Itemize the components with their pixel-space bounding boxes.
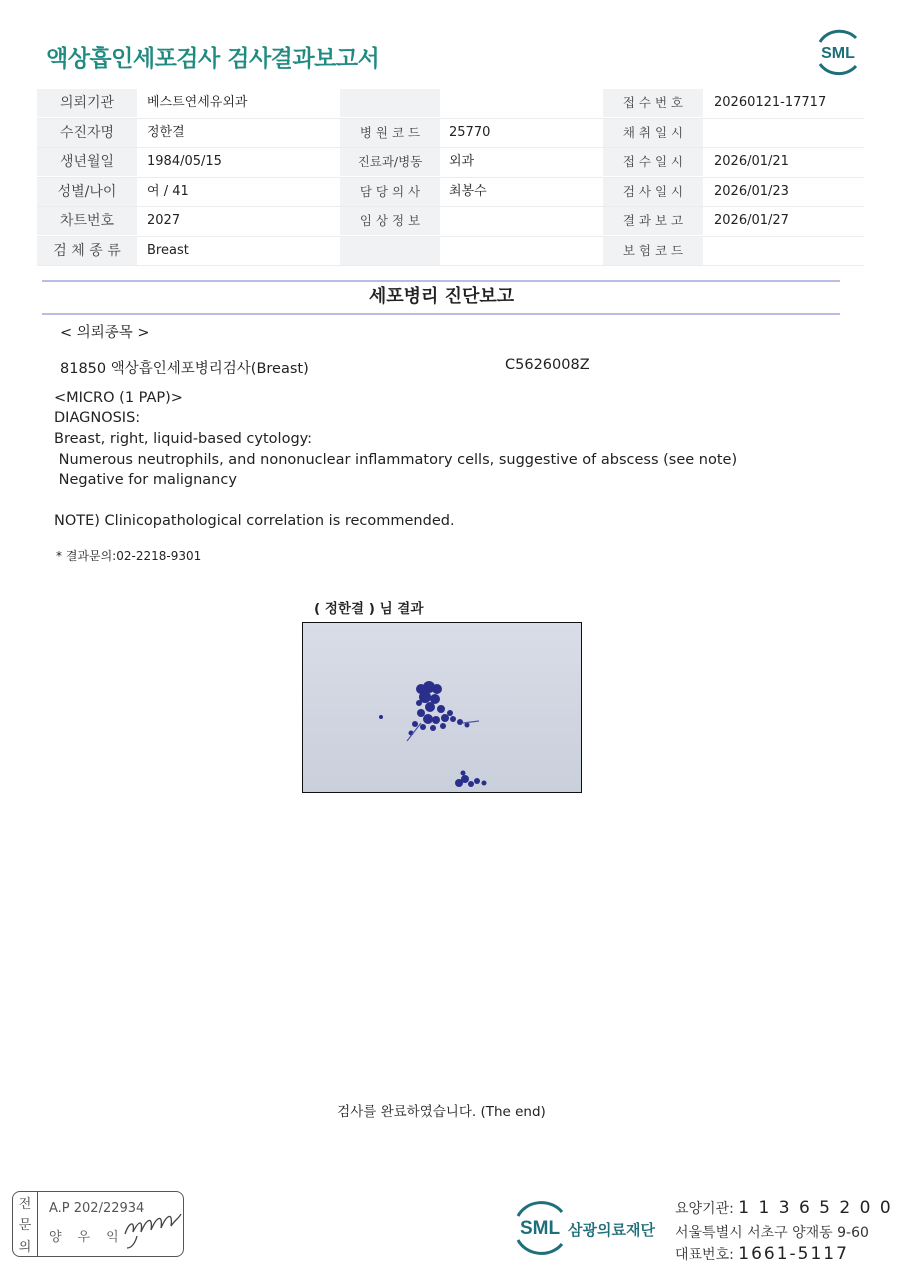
report-title: 액상흡인세포검사 검사결과보고서 — [46, 46, 380, 72]
info-value: 25770 — [449, 124, 491, 140]
stamp-char: 문 — [18, 1218, 32, 1234]
order-item: 81850 액상흡인세포병리검사(Breast) — [60, 361, 309, 377]
info-label: 수진자명 — [37, 119, 137, 147]
micro-label: <MICRO (1 PAP)> — [54, 390, 183, 406]
phone-line — [675, 1244, 849, 1264]
stamp-side-label — [13, 1192, 38, 1256]
info-value: 정한결 — [147, 124, 185, 140]
info-value: 최봉수 — [449, 183, 487, 199]
sml-logo-text: SML — [821, 45, 855, 62]
foundation-name: 삼광의료재단 — [568, 1221, 655, 1239]
stamp-code: A.P 202/22934 — [49, 1201, 145, 1216]
info-value: 1984/05/15 — [147, 154, 222, 169]
info-value: Breast — [147, 242, 189, 258]
info-value — [449, 237, 599, 265]
info-value — [449, 207, 599, 235]
stamp-char: 전 — [18, 1197, 32, 1213]
info-value: 2026/01/27 — [714, 213, 789, 228]
institution-label: 요양기관: — [675, 1201, 734, 1217]
order-heading: < 의뢰종목 > — [60, 325, 150, 341]
info-row — [37, 237, 864, 267]
pathologist-stamp — [12, 1191, 184, 1257]
info-label: 담 당 의 사 — [340, 178, 440, 206]
section-bottom-line — [42, 313, 840, 315]
sml-footer-logo-text: SML — [519, 1218, 561, 1239]
sml-logo-icon — [812, 28, 864, 76]
info-value — [714, 119, 864, 147]
info-value: 2026/01/23 — [714, 183, 789, 199]
info-label: 차트번호 — [37, 207, 137, 235]
info-label: 접 수 번 호 — [603, 89, 703, 117]
info-label: 보 험 코 드 — [603, 237, 703, 265]
phone-label: 대표번호: — [675, 1247, 734, 1263]
sml-footer-logo-icon — [510, 1198, 570, 1256]
info-label — [340, 237, 440, 265]
info-label: 접 수 일 시 — [603, 148, 703, 176]
info-label: 결 과 보 고 — [603, 207, 703, 235]
info-label: 의뢰기관 — [37, 89, 137, 117]
info-value: 2026/01/21 — [714, 154, 789, 169]
diagnosis-label: DIAGNOSIS: — [54, 410, 141, 426]
institution-number-line — [675, 1198, 893, 1218]
info-row — [37, 119, 864, 149]
info-row — [37, 178, 864, 208]
info-value: 여 / 41 — [147, 183, 189, 199]
info-value: 외과 — [449, 154, 475, 169]
info-value: 베스트연세유외과 — [147, 95, 248, 110]
address: 서울특별시 서초구 양재동 9-60 — [675, 1225, 869, 1241]
stamp-char: 의 — [18, 1239, 32, 1255]
diagnosis-site: Breast, right, liquid-based cytology: — [54, 431, 313, 447]
diagnosis-line-2: Negative for malignancy — [54, 472, 237, 488]
info-row — [37, 207, 864, 237]
patient-info-table — [37, 89, 864, 266]
info-label: 채 취 일 시 — [603, 119, 703, 147]
info-label: 생년월일 — [37, 148, 137, 176]
note-text: NOTE) Clinicopathological correlation is recommended. — [54, 513, 455, 529]
info-label: 성별/나이 — [37, 178, 137, 206]
diagnosis-line-1: Numerous neutrophils, and nononuclear inflammatory cells, suggestive of abscess (see note) — [54, 452, 738, 468]
phone-number: 1661-5117 — [738, 1244, 849, 1264]
pathologist-name: 양우익 — [49, 1230, 135, 1245]
info-label: 검 체 종 류 — [37, 237, 137, 265]
inquiry-phone: * 결과문의:02-2218-9301 — [56, 549, 202, 563]
info-label: 임 상 정 보 — [340, 207, 440, 235]
address-line — [675, 1222, 869, 1242]
order-code: C5626008Z — [505, 357, 590, 373]
info-value: 2027 — [147, 213, 181, 228]
info-label — [340, 89, 440, 117]
info-row — [37, 89, 864, 119]
info-value: 20260121-17717 — [714, 95, 827, 110]
section-title: 세포병리 진단보고 — [368, 286, 515, 307]
info-value — [714, 237, 864, 265]
signature-icon — [119, 1202, 185, 1252]
info-label: 검 사 일 시 — [603, 178, 703, 206]
completion-text: 검사를 완료하였습니다. (The end) — [337, 1104, 546, 1120]
info-row — [37, 148, 864, 178]
info-label: 병 원 코 드 — [340, 119, 440, 147]
institution-number: 1 1 3 6 5 2 0 0 — [738, 1198, 893, 1218]
info-label: 진료과/병동 — [340, 148, 440, 176]
info-value — [449, 89, 599, 117]
image-caption: ( 정한결 ) 님 결과 — [314, 601, 424, 617]
cytology-image — [302, 622, 582, 793]
